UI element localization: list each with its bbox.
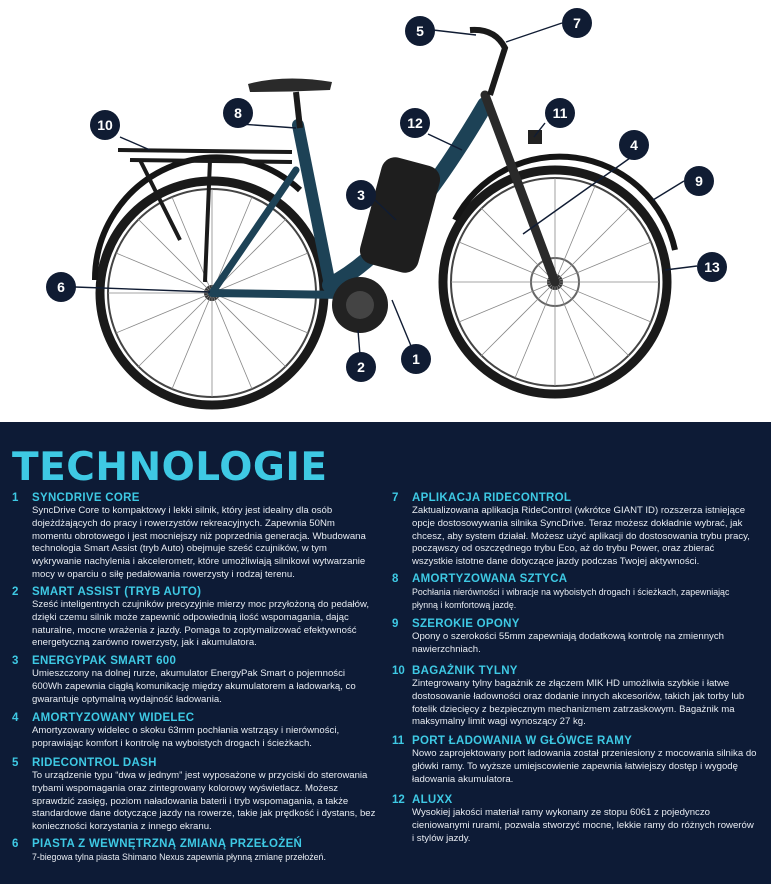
callout-2: 2 [346, 352, 376, 382]
feature-description: Nowo zaprojektowany port ładowania został przeniesiony z mocowania silnika do główki ramy. To wyższe umiejscowienie zapewnia łatwiejszy dostęp i wygodę ładowania akumulatora. [412, 748, 757, 785]
feature-description: Pochłania nierówności i wibracje na wyboistych drogach i ścieżkach, zapewniając płynną i komfortową jazdę. [412, 587, 730, 610]
callout-3: 3 [346, 180, 376, 210]
feature-description: Umieszczony na dolnej rurze, akumulator EnergyPak Smart o pojemności 600Wh zapewnia ciągłą komunikację między akumulatorem a ładowarką, co gwarantuje optymalną wydajność ładowania. [32, 668, 356, 705]
feature-number: 7 [392, 492, 399, 504]
feature-description: Opony o szerokości 55mm zapewniają dodatkową kontrolę na zmiennych nawierzchniach. [412, 631, 724, 655]
feature-title: PIASTA Z WEWNĘTRZNĄ ZMIANĄ PRZEŁOŻEŃ [32, 838, 303, 850]
callout-7: 7 [562, 8, 592, 38]
callout-13: 13 [697, 252, 727, 282]
feature-description: 7-biegowa tylna piasta Shimano Nexus zapewnia płynną zmianę przełożeń. [32, 852, 326, 862]
feature-title: APLIKACJA RIDECONTROL [412, 492, 572, 504]
callout-5: 5 [405, 16, 435, 46]
feature-description: To urządzenie typu “dwa w jednym” jest wyposażone w przyciski do sterowania trybami wspomagania oraz zintegrowany kolorowy wyświetlacz. Możesz sprawdzić zasięg, poziom naładowania baterii i tryb wspomagania, a także standardowe dane dotyczące jazdy na rowerze, takie jak prędkość i dystans, bez konieczności korzystania z innego ekranu. [32, 770, 376, 833]
feature-description: Zintegrowany tylny bagażnik ze złączem MIK HD umożliwia szybkie i łatwe dostosowanie ładowności oraz dodanie innych akcesoriów, takich jak torby lub fotelik dziecięcy z bezpiecznym mechanizmem zatrzaskowym. Bagażnik ma maksymalny limit wagi wynoszący 27 kg. [412, 678, 745, 728]
feature-number: 9 [392, 618, 399, 630]
feature-description: Wysokiej jakości materiał ramy wykonany ze stopu 6061 z pojedynczo cieniowanymi rurami, pozwala stworzyć mocne, lekkie ramy do różnych rowerów i stylów jazdy. [412, 807, 754, 844]
feature-number: 12 [392, 794, 405, 806]
battery-pack [357, 154, 443, 276]
feature-description: Zaktualizowana aplikacja RideControl (wkrótce GIANT ID) rozszerza istniejące opcje dostosowywania silnika SyncDrive. Teraz możesz dokładnie wybrać, jak chcesz, aby system działał. Możesz użyć aplikacji do dostosowania trybu pracy, począwszy od oszczędnego trybu Eco, aż do trybu Power, oraz zbierać wszystkie istotne dane dotyczące jazdy podczas Twojej aktywności. [412, 505, 750, 568]
feature-number: 10 [392, 665, 405, 677]
feature-title: RIDECONTROL DASH [32, 757, 157, 769]
feature-number: 4 [12, 712, 19, 724]
feature-number: 11 [392, 735, 405, 747]
feature-number: 8 [392, 573, 399, 585]
callout-8: 8 [223, 98, 253, 128]
bike-illustration [0, 0, 771, 422]
feature-title: ENERGYPAK SMART 600 [32, 655, 177, 667]
callout-10: 10 [90, 110, 120, 140]
feature-title: SZEROKIE OPONY [412, 618, 520, 630]
handlebar [470, 30, 505, 95]
feature-number: 6 [12, 838, 19, 850]
callout-9: 9 [684, 166, 714, 196]
feature-description: Amortyzowany widelec o skoku 63mm pochłania wstrząsy i nierówności, poprawiając komfort i kontrolę na wyboistych drogach i ścieżkach. [32, 725, 340, 749]
feature-description: SyncDrive Core to kompaktowy i lekki silnik, który jest idealny dla osób dojeżdżających do pracy i rowerzystów rekreacyjnych. Zapewnia 50Nm momentu obrotowego i jest mocniejszy niż poprzednia generacja. Wbudowana technologia Smart Assist (tryb Auto) obejmuje sześć czujników, w tym wykrywanie nachylenia i akcelerometr, które umożliwiają silnikowi wytwarzanie mocy w oparciu o siłę pedałowania rowerzysty i rodzaj terenu. [32, 505, 366, 580]
callout-6: 6 [46, 272, 76, 302]
section-title: TECHNOLOGIE [12, 445, 328, 490]
feature-number: 2 [12, 586, 19, 598]
technology-panel [0, 422, 771, 884]
feature-title: AMORTYZOWANY WIDELEC [32, 712, 195, 724]
feature-number: 5 [12, 757, 19, 769]
callout-11: 11 [545, 98, 575, 128]
callout-1: 1 [401, 344, 431, 374]
feature-title: AMORTYZOWANA SZTYCA [412, 573, 568, 585]
feature-title: BAGAŻNIK TYLNY [412, 665, 518, 677]
callout-12: 12 [400, 108, 430, 138]
saddle [248, 78, 332, 92]
feature-number: 1 [12, 492, 19, 504]
feature-description: Sześć inteligentnych czujników precyzyjnie mierzy moc przyłożoną do pedałów, dzięki czemu silnik może zapewnić odpowiednią ilość wspomagania, dając naturalne, mocne wrażenia z jazdy. Pomaga to zoptymalizować efektywność energetyczną zarówno rowerzysty, jak i akumulatora. [32, 599, 370, 649]
feature-title: SYNCDRIVE CORE [32, 492, 140, 504]
feature-title: ALUXX [412, 794, 453, 806]
bike-illustration-area [0, 0, 771, 422]
callout-4: 4 [619, 130, 649, 160]
feature-title: PORT ŁADOWANIA W GŁÓWCE RAMY [412, 735, 633, 747]
feature-number: 3 [12, 655, 19, 667]
headlight [528, 130, 542, 144]
feature-title: SMART ASSIST (TRYB AUTO) [32, 586, 202, 598]
